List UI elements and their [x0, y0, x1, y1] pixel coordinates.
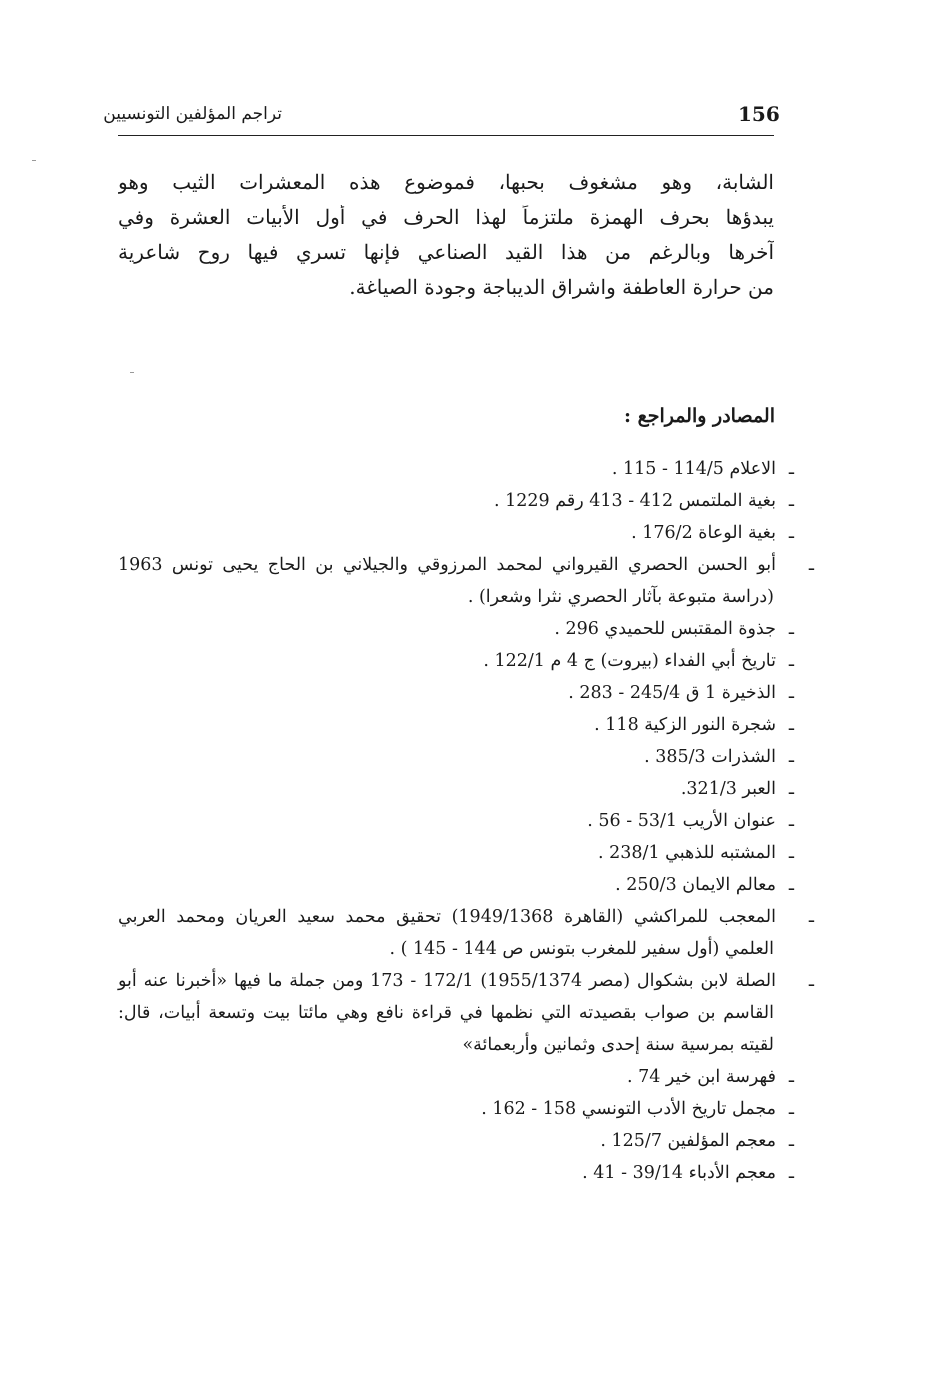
reference-item: ـالاعلام 114/5 - 115 .	[611, 459, 794, 479]
reference-text: معجم الأدباء 39/14 - 41 .	[582, 1163, 776, 1183]
running-title: تراجم المؤلفين التونسيين	[103, 104, 282, 124]
reference-item: ـجذوة المقتبس للحميدي 296 .	[554, 619, 794, 639]
header-rule	[118, 135, 774, 136]
reference-item: ـشجرة النور الزكية 118 .	[594, 715, 794, 735]
scan-speck	[130, 372, 134, 373]
reference-text: عنوان الأريب 53/1 - 56 .	[587, 811, 776, 831]
reference-item: ـبغية الوعاة 176/2 .	[631, 523, 794, 543]
reference-item: ـفهرسة ابن خير 74 .	[626, 1067, 794, 1087]
reference-text: بغية الملتمس 412 - 413 رقم 1229 .	[493, 491, 776, 511]
reference-item: ـمعجم الأدباء 39/14 - 41 .	[582, 1163, 794, 1183]
reference-text: الصلة لابن بشكوال (مصر 1955/1374) 172/1 - 173 ومن جملة ما فيها «أخبرنا عنه أبو القاسم بن صواب بقصيدته التي نظمها في قراءة نافع وهي مائتا بيت وتسعة أبيات، قال: لقيته بمرسية سنة إحدى وثمانين وأربعمائة»	[118, 971, 776, 1055]
reference-text: مجمل تاريخ الأدب التونسي 158 - 162 .	[481, 1099, 776, 1119]
reference-item: ـعنوان الأريب 53/1 - 56 .	[587, 811, 794, 831]
reference-item: ـالمعجب للمراكشي (القاهرة 1949/1368) تحقيق محمد سعيد العريان ومحمد العربي العلمي (أول سفير للمغرب بتونس ص 144 - 145 ) .	[118, 907, 814, 959]
reference-text: أبو الحسن الحصري القيرواني لمحمد المرزوقي والجيلاني بن الحاج يحيى تونس 1963 (دراسة متبوعة بآثار الحصري نثرا وشعرا) .	[118, 555, 776, 607]
body-line: الشابة، وهو مشغوف بحبها، فموضوع هذه المعشرات الثيب وهو	[118, 170, 774, 194]
reference-text: المشتبه للذهبي 238/1 .	[598, 843, 776, 863]
reference-text: معالم الايمان 250/3 .	[615, 875, 776, 895]
body-paragraph	[118, 170, 774, 310]
scan-speck	[32, 160, 36, 161]
reference-text: معجم المؤلفين 125/7 .	[600, 1131, 776, 1151]
reference-item: ـمعالم الايمان 250/3 .	[615, 875, 794, 895]
reference-item: ـالعبر 321/3.	[680, 779, 794, 799]
page-number: 156	[738, 102, 780, 126]
reference-item: ـمجمل تاريخ الأدب التونسي 158 - 162 .	[481, 1099, 794, 1119]
reference-text: الذخيرة 1 ق 245/4 - 283 .	[568, 683, 776, 703]
body-line: من حرارة العاطفة واشراق الديباجة وجودة الصياغة.	[349, 275, 774, 299]
body-line: يبدؤها بحرف الهمزة ملتزماً لهذا الحرف في أول الأبيات العشرة وفي	[118, 205, 774, 229]
reference-text: بغية الوعاة 176/2 .	[631, 523, 776, 543]
reference-item: ـالشذرات 385/3 .	[644, 747, 794, 767]
reference-item: ـالذخيرة 1 ق 245/4 - 283 .	[568, 683, 794, 703]
reference-item: ـالصلة لابن بشكوال (مصر 1955/1374) 172/1 - 173 ومن جملة ما فيها «أخبرنا عنه أبو القاسم بن صواب بقصيدته التي نظمها في قراءة نافع وهي مائتا بيت وتسعة أبيات، قال: لقيته بمرسية سنة إحدى وثمانين وأربعمائة»	[118, 971, 814, 1055]
page-header	[103, 98, 780, 134]
body-line: آخرها وبالرغم من هذا القيد الصناعي فإنها تسري فيها روح شاعرية	[118, 240, 774, 264]
reference-text: جذوة المقتبس للحميدي 296 .	[554, 619, 776, 639]
reference-text: تاريخ أبي الفداء (بيروت) ج 4 م 122/1 .	[483, 651, 776, 671]
reference-text: العبر 321/3.	[680, 779, 776, 799]
reference-text: فهرسة ابن خير 74 .	[626, 1067, 776, 1087]
reference-item: ـأبو الحسن الحصري القيرواني لمحمد المرزوقي والجيلاني بن الحاج يحيى تونس 1963 (دراسة متبوعة بآثار الحصري نثرا وشعرا) .	[118, 555, 814, 607]
reference-text: الاعلام 114/5 - 115 .	[611, 459, 776, 479]
reference-text: الشذرات 385/3 .	[644, 747, 776, 767]
reference-item: ـالمشتبه للذهبي 238/1 .	[598, 843, 794, 863]
references-list	[118, 453, 814, 1189]
reference-text: شجرة النور الزكية 118 .	[594, 715, 776, 735]
reference-text: المعجب للمراكشي (القاهرة 1949/1368) تحقيق محمد سعيد العريان ومحمد العربي العلمي (أول سفير للمغرب بتونس ص 144 - 145 ) .	[118, 907, 776, 959]
reference-item: ـبغية الملتمس 412 - 413 رقم 1229 .	[493, 491, 794, 511]
sources-heading: المصادر والمراجع :	[623, 405, 775, 427]
reference-item: ـتاريخ أبي الفداء (بيروت) ج 4 م 122/1 .	[483, 651, 794, 671]
reference-item: ـمعجم المؤلفين 125/7 .	[600, 1131, 794, 1151]
